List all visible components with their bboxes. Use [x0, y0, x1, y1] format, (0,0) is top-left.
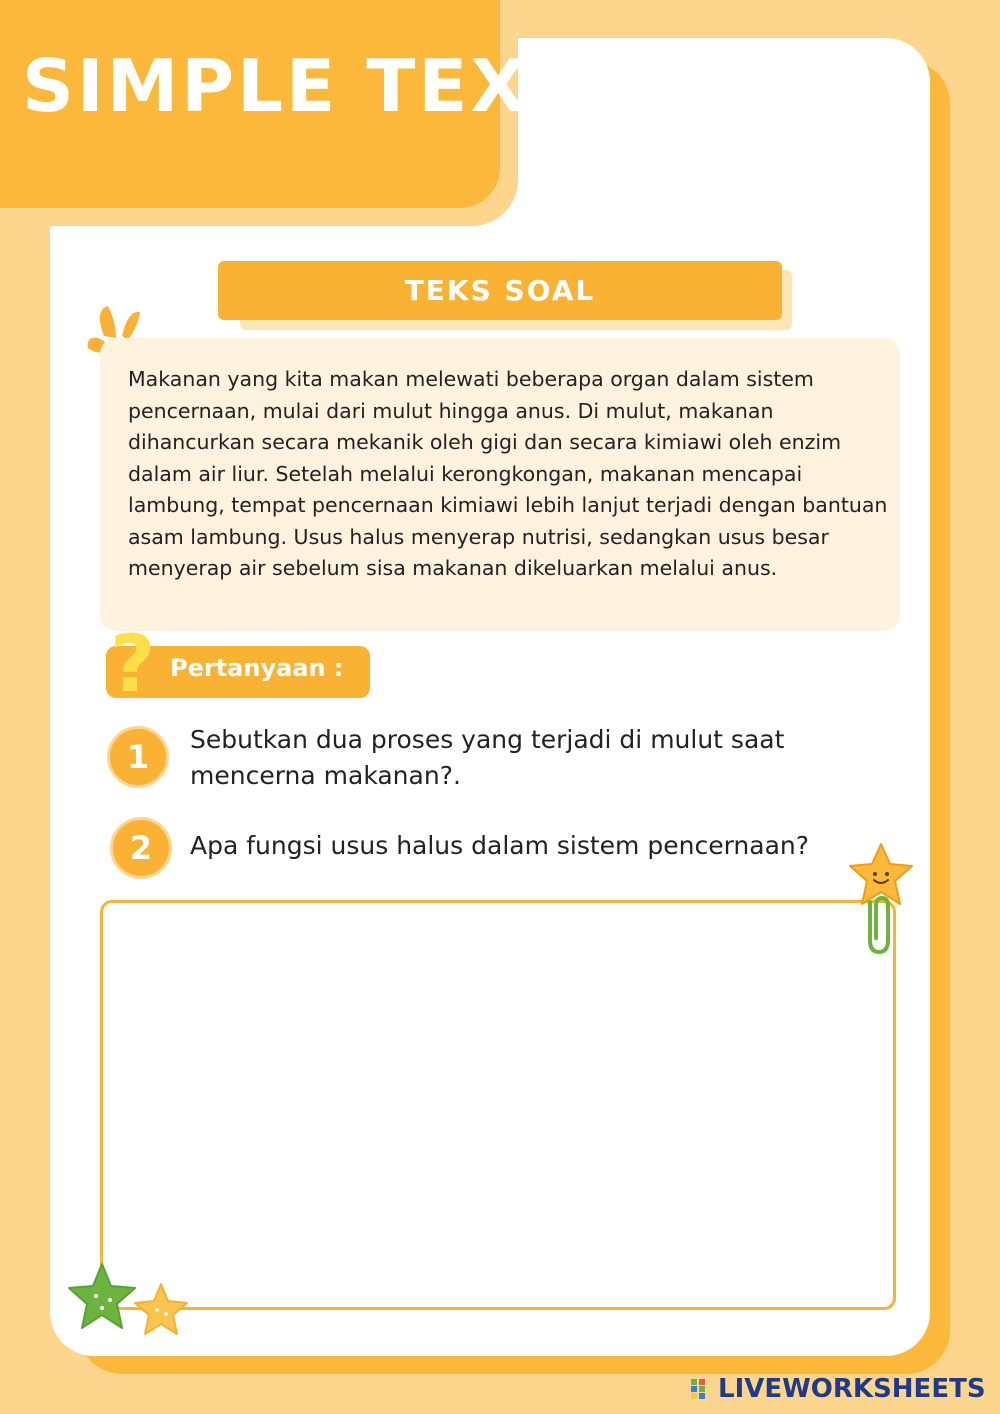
page-title: SIMPLE TEXT	[22, 44, 582, 128]
section-header	[218, 261, 782, 320]
question-text-2: Apa fungsi usus halus dalam sistem pencernaan?	[190, 831, 810, 860]
question-number-2: 2	[110, 817, 172, 879]
answer-box	[100, 900, 896, 1310]
question-mark-icon: ?	[110, 620, 156, 710]
question-text-1: Sebutkan dua proses yang terjadi di mulut saat mencerna makanan?.	[190, 725, 785, 790]
green-star-icon	[66, 1262, 138, 1332]
yellow-star-icon	[132, 1282, 190, 1338]
question-number-1: 1	[107, 726, 169, 788]
section-header-label: TEKS SOAL	[404, 274, 596, 307]
paperclip-icon	[858, 894, 898, 960]
questions-label: Pertanyaan :	[170, 654, 344, 682]
answer-input[interactable]	[103, 903, 893, 1307]
watermark-text: LIVEWORKSHEETS	[718, 1374, 986, 1404]
liveworksheets-logo	[690, 1372, 986, 1406]
liveworksheets-logo-icon	[690, 1377, 714, 1401]
passage-text: Makanan yang kita makan melewati beberapa organ dalam sistem pencernaan, mulai dari mulut hingga anus. Di mulut, makanan dihancurkan secara mekanik oleh gigi dan secara kimiawi oleh enzim dalam air liur. Setelah melalui kerongkongan, makanan mencapai lambung, tempat pencernaan kimiawi lebih lanjut terjadi dengan bantuan asam lambung. Usus halus menyerap nutrisi, sedangkan usus besar menyerap air sebelum sisa makanan dikeluarkan melalui anus.	[128, 367, 888, 580]
